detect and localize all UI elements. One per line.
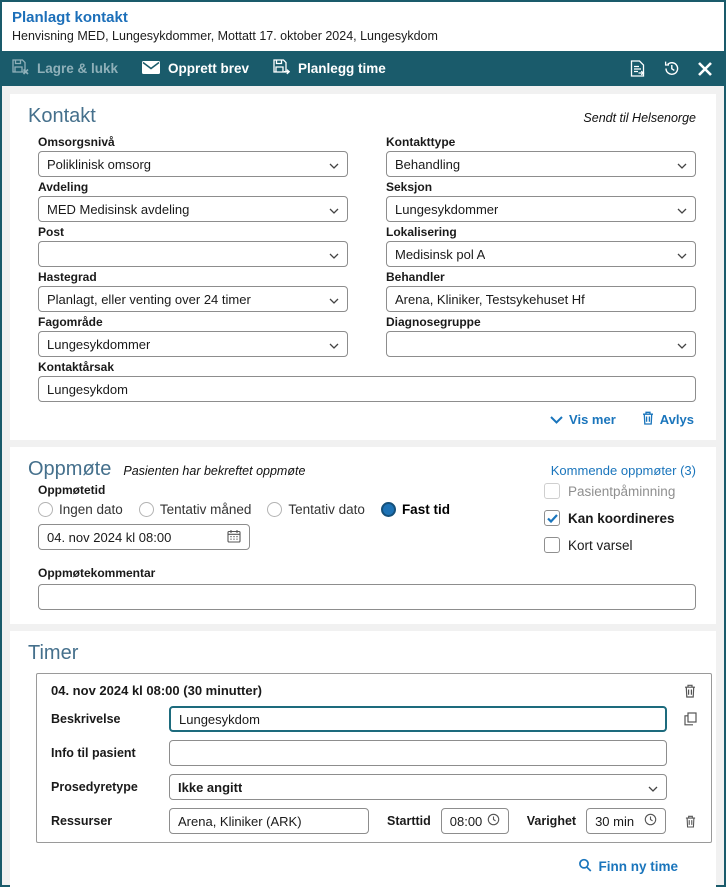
page-title: Planlagt kontakt <box>12 9 128 26</box>
varighet-label: Varighet <box>526 814 577 828</box>
save-x-icon <box>12 59 29 78</box>
copy-icon[interactable] <box>677 712 703 726</box>
upcoming-appointments-link[interactable]: Kommende oppmøter (3) <box>550 463 696 478</box>
oppmote-heading: Oppmøte <box>28 458 112 480</box>
field-lokalisering: Lokalisering Medisinsk pol A <box>386 225 696 267</box>
checkmark-icon <box>544 510 560 526</box>
field-post: Post <box>38 225 348 267</box>
calendar-icon[interactable] <box>227 529 241 546</box>
checkbox-kan-koordineres[interactable]: Kan koordineres <box>544 510 696 526</box>
radio-tentativ-dato[interactable]: Tentativ dato <box>267 502 365 517</box>
chevron-down-icon <box>677 247 687 262</box>
field-fagomrade: Fagområde Lungesykdommer <box>38 315 348 357</box>
chevron-down-icon <box>329 292 339 307</box>
checkbox-icon <box>544 537 560 553</box>
save-arrow-icon <box>273 59 290 78</box>
checkbox-icon <box>544 483 560 499</box>
chevron-down-icon <box>329 337 339 352</box>
find-new-time-link[interactable]: Finn ny time <box>578 858 678 875</box>
create-letter-label: Opprett brev <box>168 61 250 76</box>
toolbar-right <box>630 60 712 77</box>
field-avdeling: Avdeling MED Medisinsk avdeling <box>38 180 348 222</box>
starttid-input[interactable]: 08:00 <box>441 808 509 834</box>
radio-circle-icon <box>38 502 53 517</box>
field-oppmotekommentar: Oppmøtekommentar <box>38 564 696 610</box>
radio-tentativ-maned[interactable]: Tentativ måned <box>139 502 252 517</box>
checkbox-kort-varsel[interactable]: Kort varsel <box>544 537 696 553</box>
plan-time-label: Planlegg time <box>298 61 386 76</box>
search-icon <box>578 858 592 875</box>
oppmote-date-input[interactable]: 04. nov 2024 kl 08:00 <box>38 524 250 550</box>
close-icon[interactable] <box>698 62 712 76</box>
field-behandler: Behandler Arena, Kliniker, Testsykehuset Hf <box>386 270 696 312</box>
chevron-down-icon <box>329 157 339 172</box>
ressurser-label: Ressurser <box>51 814 113 828</box>
kontakttype-select[interactable]: Behandling <box>386 151 696 177</box>
post-select[interactable] <box>38 241 348 267</box>
field-kontaktarsak: Kontaktårsak Lungesykdom <box>38 360 696 402</box>
info-til-pasient-label: Info til pasient <box>51 746 136 760</box>
create-letter-button[interactable] <box>142 61 249 77</box>
varighet-input[interactable]: 30 min <box>586 808 666 834</box>
beskrivelse-input[interactable] <box>169 706 667 732</box>
field-kontakttype: Kontakttype Behandling <box>386 135 696 177</box>
radio-ingen-dato[interactable]: Ingen dato <box>38 502 123 517</box>
oppmotekommentar-input[interactable] <box>38 584 696 610</box>
radio-circle-icon <box>139 502 154 517</box>
radio-fast-tid[interactable]: Fast tid <box>381 502 450 517</box>
chevron-down-icon <box>329 247 339 262</box>
chevron-down-icon <box>677 337 687 352</box>
omsorgsniva-select[interactable]: Poliklinisk omsorg <box>38 151 348 177</box>
avdeling-select[interactable]: MED Medisinsk avdeling <box>38 196 348 222</box>
save-close-button[interactable] <box>12 59 118 78</box>
delete-timer-icon[interactable] <box>677 684 703 698</box>
lokalisering-select[interactable]: Medisinsk pol A <box>386 241 696 267</box>
kontakt-heading: Kontakt <box>28 105 96 127</box>
fagomrade-select[interactable]: Lungesykdommer <box>38 331 348 357</box>
oppmote-section <box>10 447 716 624</box>
chevron-down-icon <box>550 412 563 427</box>
cancel-contact-link[interactable]: Avlys <box>642 411 694 428</box>
kontaktarsak-input[interactable] <box>38 376 696 402</box>
save-close-label: Lagre & lukk <box>37 61 119 76</box>
field-seksjon: Seksjon Lungesykdommer <box>386 180 696 222</box>
window-header <box>2 2 724 51</box>
kontakt-section <box>10 94 716 440</box>
ressurser-input[interactable] <box>169 808 369 834</box>
timer-section <box>10 631 716 887</box>
toolbar <box>2 51 724 86</box>
plan-time-button[interactable] <box>273 59 386 78</box>
diagnosegruppe-select[interactable] <box>386 331 696 357</box>
chevron-down-icon <box>329 202 339 217</box>
clock-icon[interactable] <box>644 813 657 829</box>
timer-entry-header: 04. nov 2024 kl 08:00 (30 minutter) <box>51 683 262 698</box>
beskrivelse-label: Beskrivelse <box>51 712 121 726</box>
trash-icon <box>642 411 654 428</box>
document-export-icon[interactable] <box>630 60 645 77</box>
info-til-pasient-input[interactable] <box>169 740 667 766</box>
timer-heading: Timer <box>28 642 79 664</box>
chevron-down-icon <box>677 202 687 217</box>
checkbox-pasientpaminning[interactable]: Pasientpåminning <box>544 483 696 499</box>
prosedyretype-label: Prosedyretype <box>51 780 138 794</box>
radio-circle-icon <box>267 502 282 517</box>
field-hastegrad: Hastegrad Planlagt, eller venting over 24 timer <box>38 270 348 312</box>
show-more-link[interactable]: Vis mer <box>550 411 616 428</box>
field-diagnosegruppe: Diagnosegruppe <box>386 315 696 357</box>
delete-resource-icon[interactable] <box>677 815 703 828</box>
field-omsorgsniva: Omsorgsnivå Poliklinisk omsorg <box>38 135 348 177</box>
sent-to-helsenorge-note: Sendt til Helsenorge <box>583 111 696 125</box>
prosedyretype-select[interactable]: Ikke angitt <box>169 774 667 800</box>
oppmote-confirmed-note: Pasienten har bekreftet oppmøte <box>123 464 306 478</box>
hastegrad-select[interactable]: Planlagt, eller venting over 24 timer <box>38 286 348 312</box>
chevron-down-icon <box>677 157 687 172</box>
oppmotetid-label: Oppmøtetid <box>38 483 106 497</box>
chevron-down-icon <box>648 780 658 795</box>
starttid-label: Starttid <box>387 814 431 828</box>
timer-entry-card <box>36 673 712 843</box>
content-area <box>2 86 724 887</box>
history-icon[interactable] <box>663 60 680 77</box>
envelope-icon <box>142 61 160 77</box>
page-subtitle: Henvisning MED, Lungesykdommer, Mottatt 17. oktober 2024, Lungesykdom <box>12 29 438 43</box>
behandler-input[interactable] <box>386 286 696 312</box>
seksjon-select[interactable]: Lungesykdommer <box>386 196 696 222</box>
oppmotetid-radio-group <box>38 502 544 517</box>
clock-icon[interactable] <box>487 813 500 829</box>
radio-circle-icon <box>381 502 396 517</box>
